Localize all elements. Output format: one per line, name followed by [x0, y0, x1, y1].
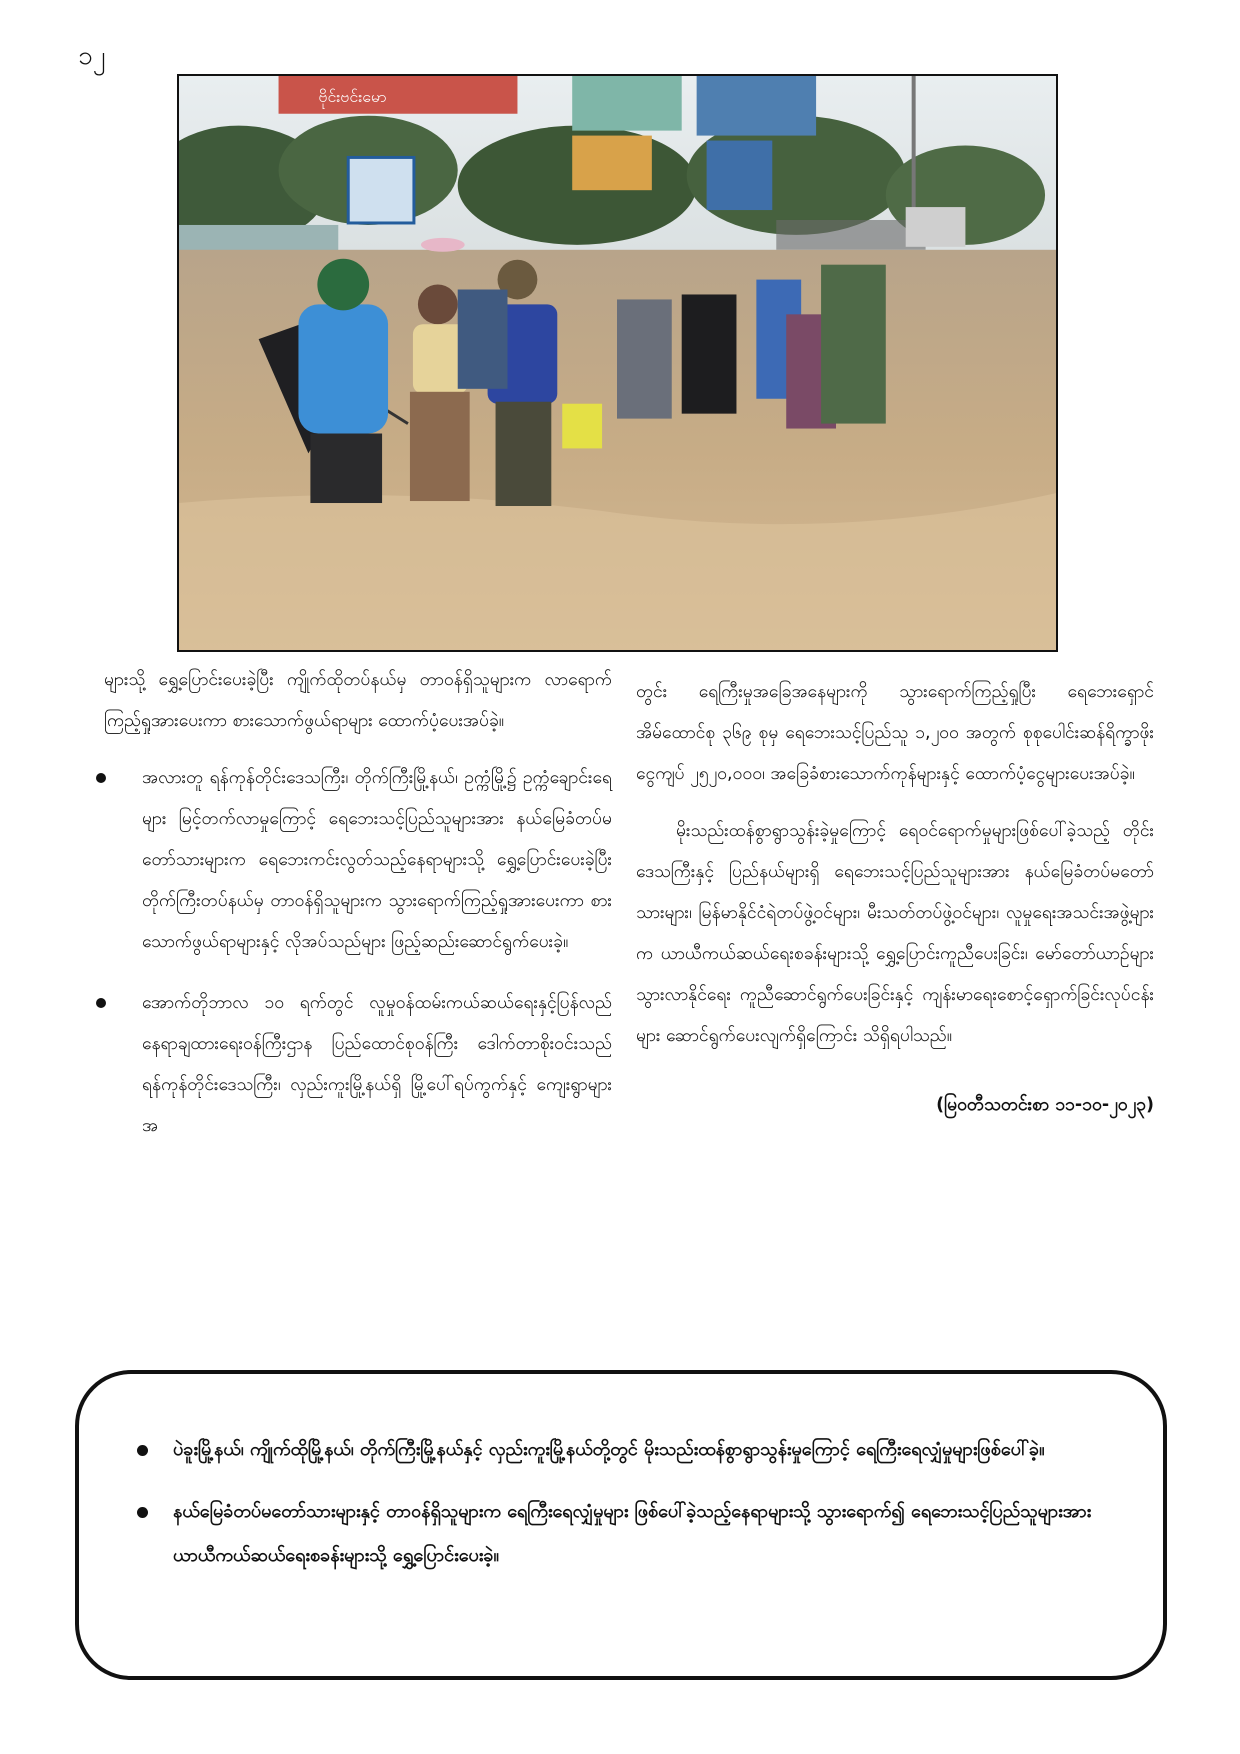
left-bullet-list	[104, 758, 612, 1147]
bullet-icon	[96, 998, 106, 1008]
source-citation: (မြဝတီသတင်းစာ ၁၁-၁၀-၂၀၂၃)	[936, 1095, 1154, 1115]
list-item-text: အလားတူ ရန်ကုန်တိုင်းဒေသကြီး၊ တိုက်ကြီးမြို့နယ်၊ ဥက္ကံမြို့၌ ဥက္ကံချောင်းရေများ မြင့်တက်လာမှုကြောင့် ရေဘေးသင့်ပြည်သူများအား နယ်မြေခံတပ်မတော်သားများက ရေဘေးကင်းလွတ်သည့်နေရာများသို့ ရွှေ့ပြောင်းပေးခဲ့ပြီး တိုက်ကြီးတပ်နယ်မှ တာဝန်ရှိသူများက သွားရောက်ကြည့်ရှုအားပေးကာ စားသောက်ဖွယ်ရာများနှင့် လိုအပ်သည်များ ဖြည့်ဆည်းဆောင်ရွက်ပေးခဲ့။	[142, 768, 612, 952]
left-column	[104, 660, 612, 1167]
summary-list	[139, 1428, 1133, 1578]
right-column	[636, 672, 1154, 1142]
list-item-text: အောက်တိုဘာလ ၁၀ ရက်တွင် လူမှုဝန်ထမ်းကယ်ဆယ်ရေးနှင့်ပြန်လည်နေရာချထားရေးဝန်ကြီးဌာန ပြည်ထောင်စုဝန်ကြီး ဒေါက်တာစိုးဝင်းသည် ရန်ကုန်တိုင်းဒေသကြီး၊ လှည်းကူးမြို့နယ်ရှိ မြို့ပေါ်ရပ်ကွက်နှင့် ကျေးရွာများအ	[142, 993, 612, 1136]
bullet-icon	[137, 1445, 148, 1456]
right-paragraph-1: တွင်း ရေကြီးမှုအခြေအနေများကို သွားရောက်ကြည့်ရှုပြီး ရေဘေးရှောင်အိမ်ထောင်စု ၃၆၉ စုမှ ရေဘေးသင့်ပြည်သူ ၁,၂၀၀ အတွက် စုစုပေါင်းဆန်ရိက္ခာဖိုးငွေကျပ် ၂၅၂၀,၀၀၀၊ အခြေခံစားသောက်ကုန်များနှင့် ထောက်ပံ့ငွေများပေးအပ်ခဲ့။	[636, 682, 1154, 784]
bullet-icon	[137, 1507, 148, 1518]
list-item	[139, 1490, 1133, 1578]
list-item	[139, 1428, 1133, 1472]
summary-item-text: နယ်မြေခံတပ်မတော်သားများနှင့် တာဝန်ရှိသူများက ရေကြီးရေလျှံမှုများ ဖြစ်ပေါ်ခဲ့သည့်နေရာများသို့ သွားရောက်၍ ရေဘေးသင့်ပြည်သူများအား ယာယီကယ်ဆယ်ရေးစခန်းများသို့ ရွှေ့ပြောင်းပေးခဲ့။	[173, 1501, 1092, 1566]
summary-item-text: ပဲခူးမြို့နယ်၊ ကျိုက်ထိုမြို့နယ်၊ တိုက်ကြီးမြို့နယ်နှင့် လှည်းကူးမြို့နယ်တို့တွင် မိုးသည်းထန်စွာရွာသွန်းမှုကြောင့် ရေကြီးရေလျှံမှုများဖြစ်ပေါ်ခဲ့။	[173, 1439, 1045, 1460]
left-intro-paragraph: များသို့ ရွှေ့ပြောင်းပေးခဲ့ပြီး ကျိုက်ထိုတပ်နယ်မှ တာဝန်ရှိသူများက လာရောက်ကြည့်ရှုအားပေးကာ စားသောက်ဖွယ်ရာများ ထောက်ပံ့ပေးအပ်ခဲ့။	[104, 670, 612, 731]
summary-box	[75, 1370, 1167, 1680]
list-item	[104, 983, 612, 1147]
list-item	[104, 758, 612, 963]
bullet-icon	[96, 773, 106, 783]
right-paragraph-2: မိုးသည်းထန်စွာရွာသွန်းခဲ့မှုကြောင့် ရေဝင်ရောက်မှုများဖြစ်ပေါ်ခဲ့သည့် တိုင်းဒေသကြီးနှင့် ပြည်နယ်များရှိ ရေဘေးသင့်ပြည်သူများအား နယ်မြေခံတပ်မတော်သားများ၊ မြန်မာနိုင်ငံရဲတပ်ဖွဲ့ဝင်များ၊ မီးသတ်တပ်ဖွဲ့ဝင်များ၊ လူမှုရေးအသင်းအဖွဲ့များက ယာယီကယ်ဆယ်ရေးစခန်းများသို့ ရွှေ့ပြောင်းကူညီပေးခြင်း၊ မော်တော်ယာဉ်များသွားလာနိုင်ရေး ကူညီဆောင်ရွက်ပေးခြင်းနှင့် ကျန်းမာရေးစောင့်ရှောက်ခြင်းလုပ်ငန်းများ ဆောင်ရွက်ပေးလျက်ရှိကြောင်း သိရှိရပါသည်။	[636, 821, 1154, 1046]
flood-rescue-photo	[177, 74, 1058, 652]
page-number: ၁၂	[78, 41, 106, 71]
billboard-text: ဗိုင်းဗင်းမော	[318, 86, 387, 106]
